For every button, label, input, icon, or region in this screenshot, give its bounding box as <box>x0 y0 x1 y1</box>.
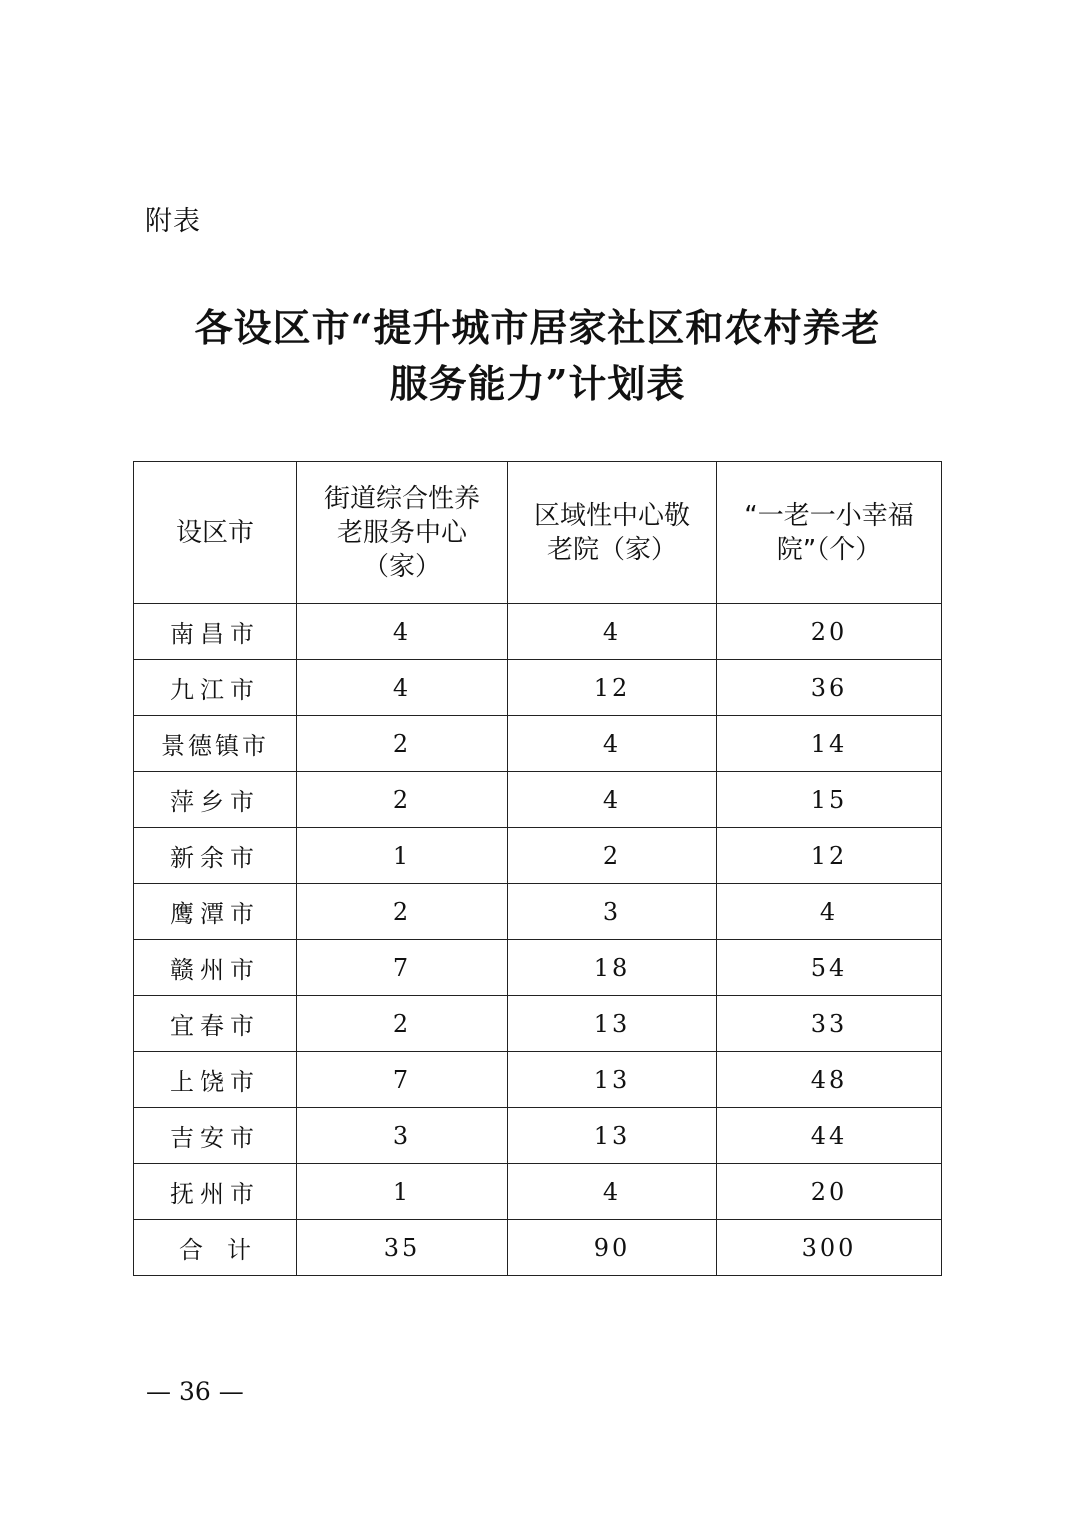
cell-total-street-centers: 35 <box>297 1220 508 1276</box>
cell-regional-homes: 4 <box>508 1164 717 1220</box>
table-row <box>134 772 942 828</box>
cell-city: 上饶市 <box>134 1052 297 1108</box>
cell-regional-homes: 3 <box>508 884 717 940</box>
table-row <box>134 716 942 772</box>
header-city <box>134 462 297 604</box>
cell-city: 南昌市 <box>134 604 297 660</box>
header-street-centers <box>297 462 508 604</box>
cell-street-centers: 2 <box>297 772 508 828</box>
header-happiness-homes <box>717 462 942 604</box>
cell-happiness-homes: 54 <box>717 940 942 996</box>
table-row <box>134 1052 942 1108</box>
cell-city: 赣州市 <box>134 940 297 996</box>
cell-happiness-homes: 20 <box>717 604 942 660</box>
cell-total-label: 合 计 <box>134 1220 297 1276</box>
cell-street-centers: 7 <box>297 940 508 996</box>
cell-street-centers: 4 <box>297 604 508 660</box>
table-row <box>134 1108 942 1164</box>
cell-city: 萍乡市 <box>134 772 297 828</box>
header-street-centers-line-3: （家） <box>362 551 441 582</box>
cell-happiness-homes: 14 <box>717 716 942 772</box>
cell-total-happiness-homes: 300 <box>717 1220 942 1276</box>
page-number: — 36 — <box>146 1377 244 1406</box>
header-happiness-homes-line-2: 院”（个） <box>776 534 882 565</box>
header-street-centers-line-1: 街道综合性养 <box>323 483 480 514</box>
cell-street-centers: 3 <box>297 1108 508 1164</box>
table-header-row <box>134 462 942 604</box>
cell-street-centers: 2 <box>297 716 508 772</box>
table-row <box>134 996 942 1052</box>
header-regional-homes-line-1: 区域性中心敬 <box>533 500 690 531</box>
table-total-row <box>134 1220 942 1276</box>
table-row <box>134 940 942 996</box>
cell-regional-homes: 12 <box>508 660 717 716</box>
plan-table <box>133 461 942 1276</box>
cell-regional-homes: 13 <box>508 996 717 1052</box>
cell-happiness-homes: 12 <box>717 828 942 884</box>
header-street-centers-line-2: 老服务中心 <box>336 517 467 548</box>
cell-street-centers: 7 <box>297 1052 508 1108</box>
cell-regional-homes: 4 <box>508 604 717 660</box>
table-row <box>134 828 942 884</box>
document-title-line-1: 各设区市“提升城市居家社区和农村养老 <box>194 305 881 350</box>
cell-city: 新余市 <box>134 828 297 884</box>
cell-regional-homes: 13 <box>508 1108 717 1164</box>
cell-happiness-homes: 15 <box>717 772 942 828</box>
header-regional-homes-line-2: 老院（家） <box>546 534 677 565</box>
cell-happiness-homes: 36 <box>717 660 942 716</box>
cell-regional-homes: 18 <box>508 940 717 996</box>
header-regional-homes <box>508 462 717 604</box>
cell-regional-homes: 4 <box>508 716 717 772</box>
cell-regional-homes: 2 <box>508 828 717 884</box>
cell-street-centers: 2 <box>297 884 508 940</box>
table-row <box>134 1164 942 1220</box>
table-row <box>134 660 942 716</box>
header-happiness-homes-line-1: “一老一小幸福 <box>744 500 914 531</box>
cell-city: 宜春市 <box>134 996 297 1052</box>
cell-city: 抚州市 <box>134 1164 297 1220</box>
document-title-line-2: 服务能力”计划表 <box>389 361 686 406</box>
cell-city: 景德镇市 <box>134 716 297 772</box>
cell-regional-homes: 4 <box>508 772 717 828</box>
cell-city: 鹰潭市 <box>134 884 297 940</box>
cell-street-centers: 4 <box>297 660 508 716</box>
cell-happiness-homes: 33 <box>717 996 942 1052</box>
cell-city: 九江市 <box>134 660 297 716</box>
cell-city: 吉安市 <box>134 1108 297 1164</box>
cell-happiness-homes: 20 <box>717 1164 942 1220</box>
table-row <box>134 604 942 660</box>
cell-street-centers: 1 <box>297 828 508 884</box>
cell-total-regional-homes: 90 <box>508 1220 717 1276</box>
header-city-text: 设区市 <box>175 517 254 548</box>
cell-regional-homes: 13 <box>508 1052 717 1108</box>
cell-happiness-homes: 44 <box>717 1108 942 1164</box>
cell-street-centers: 1 <box>297 1164 508 1220</box>
cell-street-centers: 2 <box>297 996 508 1052</box>
cell-happiness-homes: 4 <box>717 884 942 940</box>
table-row <box>134 884 942 940</box>
cell-happiness-homes: 48 <box>717 1052 942 1108</box>
appendix-label: 附表 <box>145 206 201 237</box>
